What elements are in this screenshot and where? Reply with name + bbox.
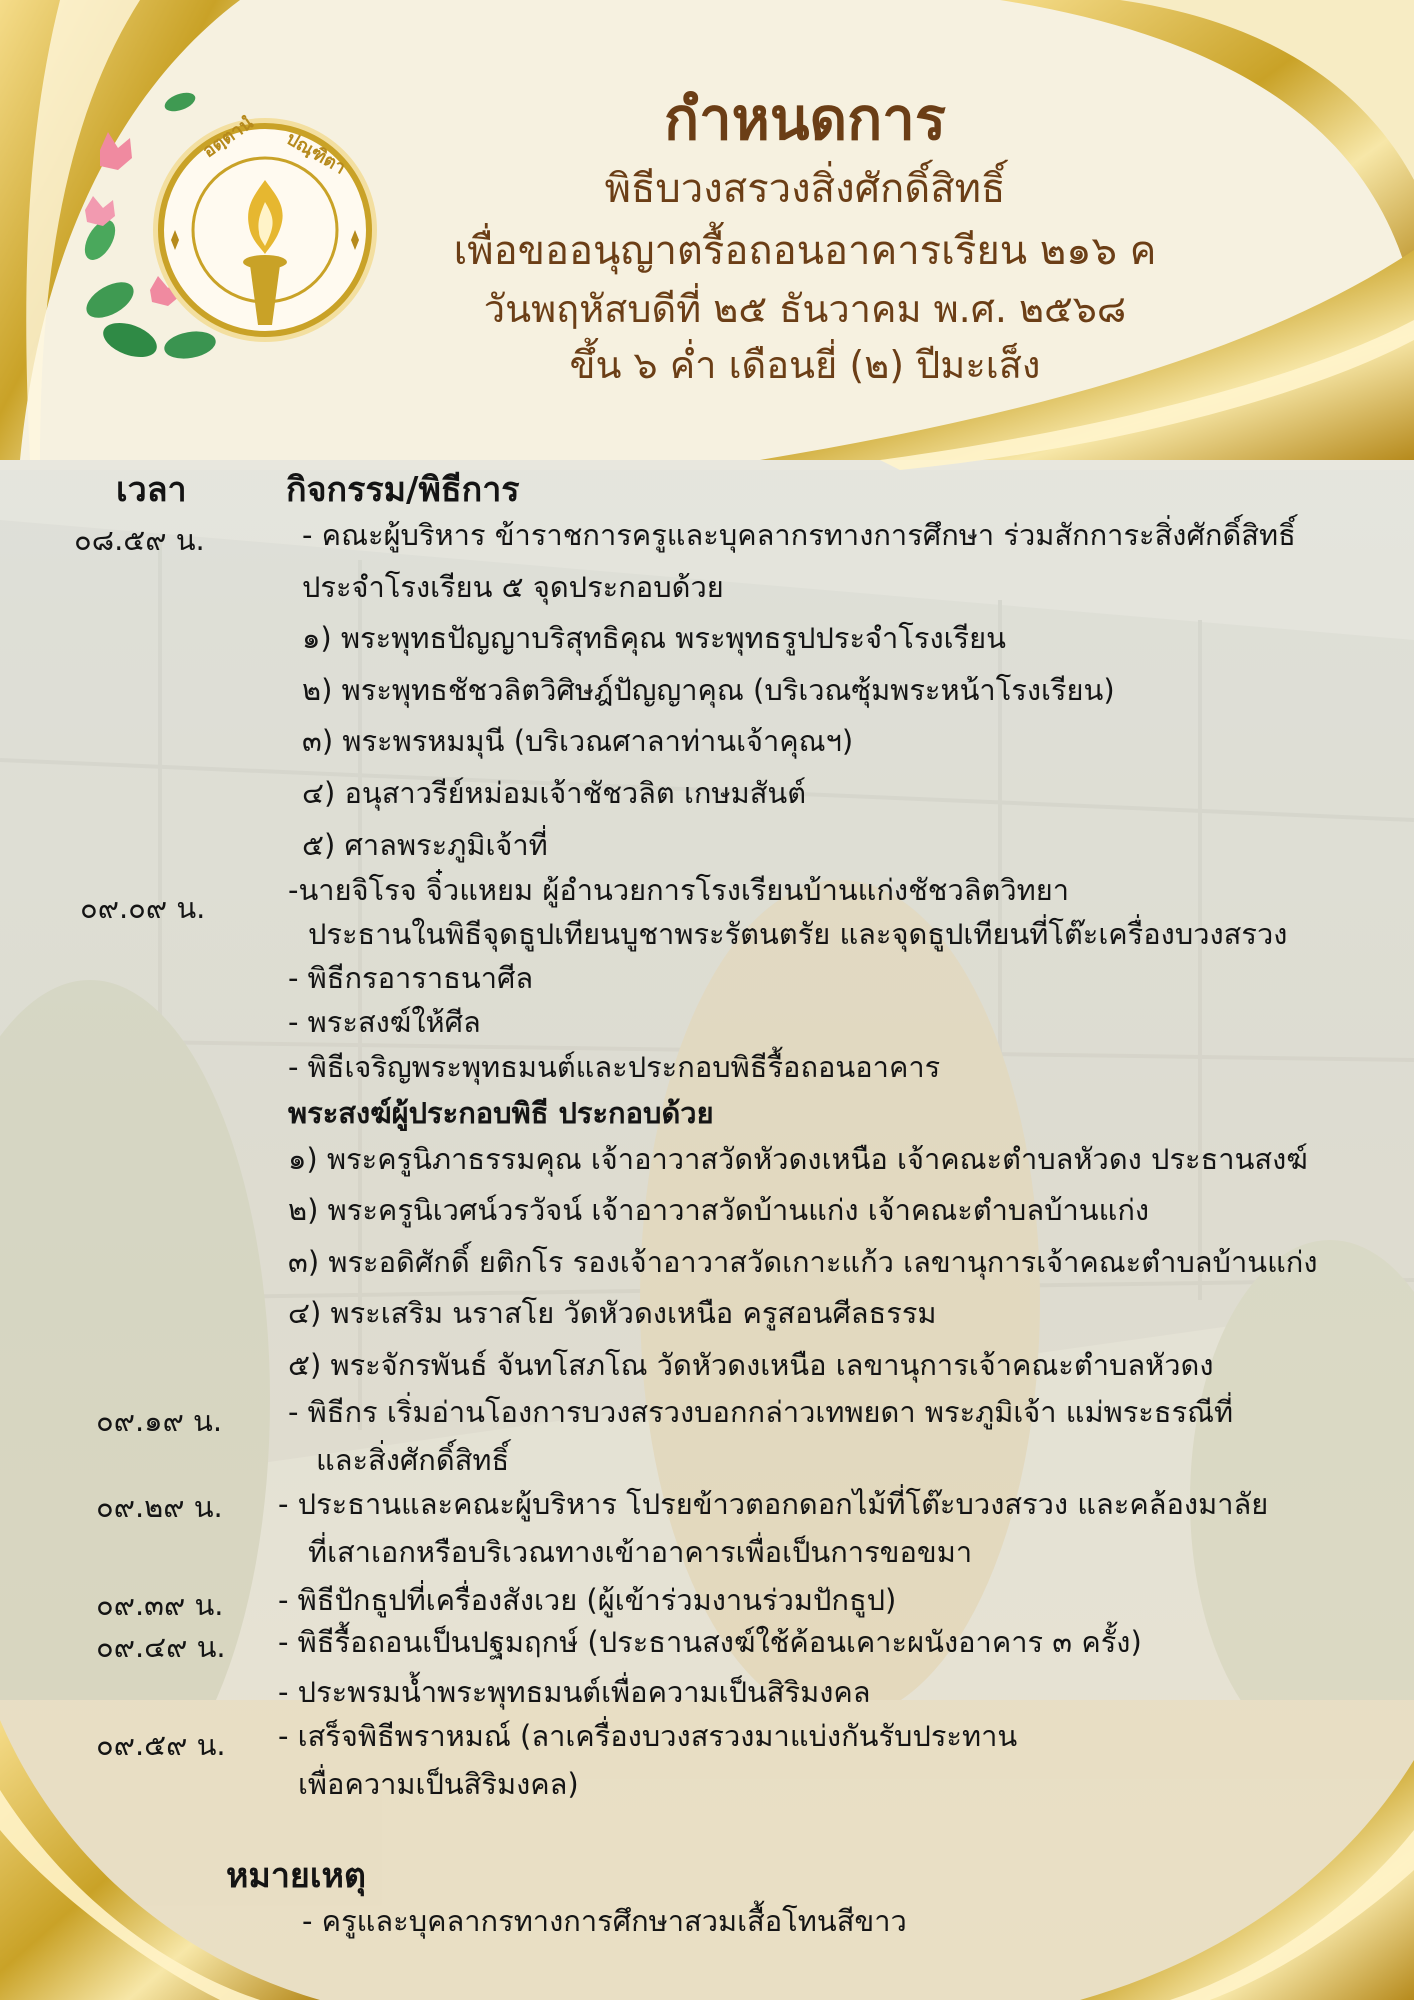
activity-line: ๕) พระจักรพันธ์ จันทโสภโณ วัดหัวดงเหนือ เลขานุการเจ้าคณะตำบลหัวดง bbox=[288, 1348, 1214, 1382]
svg-text:ปณฺฑิตา: ปณฺฑิตา bbox=[282, 128, 350, 179]
svg-text:อตฺตานํ: อตฺตานํ bbox=[198, 112, 258, 163]
time-slot: ๐๘.๕๙ น. bbox=[74, 523, 205, 557]
time-slot: ๐๙.๔๙ น. bbox=[96, 1630, 226, 1664]
activity-line: ๑) พระครูนิภาธรรมคุณ เจ้าอาวาสวัดหัวดงเหนือ เจ้าคณะตำบลหัวดง ประธานสงฆ์ bbox=[288, 1142, 1308, 1176]
activity-line: และสิ่งศักดิ์สิทธิ์ bbox=[316, 1443, 510, 1477]
page-title: กำหนดการ bbox=[663, 85, 947, 153]
activity-line: ๔) อนุสาวรีย์หม่อมเจ้าชัชวลิต เกษมสันต์ bbox=[302, 776, 807, 810]
monks-heading: พระสงฆ์ผู้ประกอบพิธี ประกอบด้วย bbox=[288, 1096, 714, 1130]
activity-line: ๒) พระครูนิเวศน์วรวัจน์ เจ้าอาวาสวัดบ้านแก่ง เจ้าคณะตำบลบ้านแก่ง bbox=[288, 1193, 1150, 1227]
activity-line: ประธานในพิธีจุดธูปเทียนบูชาพระรัตนตรัย และจุดธูปเทียนที่โต๊ะเครื่องบวงสรวง bbox=[308, 917, 1288, 951]
activity-line: ๓) พระพรหมมุนี (บริเวณศาลาท่านเจ้าคุณฯ) bbox=[302, 724, 854, 758]
time-slot: ๐๙.๑๙ น. bbox=[96, 1404, 223, 1438]
time-slot: ๐๙.๐๙ น. bbox=[80, 891, 206, 925]
activity-line: - พิธีกรอาราธนาศีล bbox=[288, 961, 534, 995]
lunar-date: ขึ้น ๖ ค่ำ เดือนยี่ (๒) ปีมะเส็ง bbox=[569, 343, 1041, 387]
ceremony-date: วันพฤหัสบดีที่ ๒๕ ธันวาคม พ.ศ. ๒๕๖๘ bbox=[483, 287, 1127, 331]
activity-line: ที่เสาเอกหรือบริเวณทางเข้าอาคารเพื่อเป็นการขอขมา bbox=[308, 1535, 973, 1569]
activity-line: ๕) ศาลพระภูมิเจ้าที่ bbox=[302, 828, 548, 862]
time-slot: ๐๙.๕๙ น. bbox=[96, 1728, 226, 1762]
activity-line: ๓) พระอดิศักดิ์ ยติกโร รองเจ้าอาวาสวัดเกาะแก้ว เลขานุการเจ้าคณะตำบลบ้านแก่ง bbox=[288, 1245, 1318, 1279]
activity-line: ๔) พระเสริม นราสโย วัดหัวดงเหนือ ครูสอนศีลธรรม bbox=[288, 1296, 937, 1330]
activity-line: - พิธีเจริญพระพุทธมนต์และประกอบพิธีรื้อถอนอาคาร bbox=[288, 1050, 941, 1084]
time-column-header: เวลา bbox=[116, 470, 187, 510]
activity-line: - ประธานและคณะผู้บริหาร โปรยข้าวตอกดอกไม้ที่โต๊ะบวงสรวง และคล้องมาลัย bbox=[278, 1487, 1269, 1521]
time-slot: ๐๙.๒๙ น. bbox=[96, 1490, 223, 1524]
ceremony-purpose: เพื่อขออนุญาตรื้อถอนอาคารเรียน ๒๑๖ ค bbox=[453, 228, 1157, 274]
activity-line: ประจำโรงเรียน ๕ จุดประกอบด้วย bbox=[302, 570, 724, 604]
activity-line: - ประพรมน้ำพระพุทธมนต์เพื่อความเป็นสิริมงคล bbox=[278, 1675, 871, 1709]
activity-line: - คณะผู้บริหาร ข้าราชการครูและบุคลากรทางการศึกษา ร่วมสักการะสิ่งศักดิ์สิทธิ์ bbox=[302, 518, 1296, 552]
activity-column-header: กิจกรรม/พิธีการ bbox=[286, 470, 520, 510]
activity-line: - พิธีปักธูปที่เครื่องสังเวย (ผู้เข้าร่วมงานร่วมปักธูป) bbox=[278, 1583, 897, 1617]
note-text: - ครูและบุคลากรทางการศึกษาสวมเสื้อโทนสีขาว bbox=[302, 1904, 907, 1938]
activity-line: - พระสงฆ์ให้ศีล bbox=[288, 1005, 481, 1039]
activity-line: - พิธีรื้อถอนเป็นปฐมฤกษ์ (ประธานสงฆ์ใช้ค้อนเคาะผนังอาคาร ๓ ครั้ง) bbox=[278, 1625, 1142, 1659]
activity-line: -นายจิโรจ จิ๋วแหยม ผู้อำนวยการโรงเรียนบ้านแก่งชัชวลิตวิทยา bbox=[288, 873, 1070, 907]
school-logo bbox=[80, 90, 390, 380]
activity-line: ๑) พระพุทธปัญญาบริสุทธิคุณ พระพุทธรูปประจำโรงเรียน bbox=[302, 621, 1006, 655]
activity-line: - พิธีกร เริ่มอ่านโองการบวงสรวงบอกกล่าวเทพยดา พระภูมิเจ้า แม่พระธรณีที่ bbox=[288, 1395, 1234, 1429]
ceremony-title: พิธีบวงสรวงสิ่งศักดิ์สิทธิ์ bbox=[604, 166, 1006, 212]
note-title: หมายเหตุ bbox=[226, 1856, 366, 1896]
time-slot: ๐๙.๓๙ น. bbox=[96, 1588, 224, 1622]
activity-line: ๒) พระพุทธชัชวลิตวิศิษฎ์ปัญญาคุณ (บริเวณซุ้มพระหน้าโรงเรียน) bbox=[302, 673, 1115, 707]
activity-line: - เสร็จพิธีพราหมณ์ (ลาเครื่องบวงสรวงมาแบ่งกันรับประทาน bbox=[278, 1719, 1018, 1753]
activity-line: เพื่อความเป็นสิริมงคล) bbox=[298, 1767, 579, 1801]
